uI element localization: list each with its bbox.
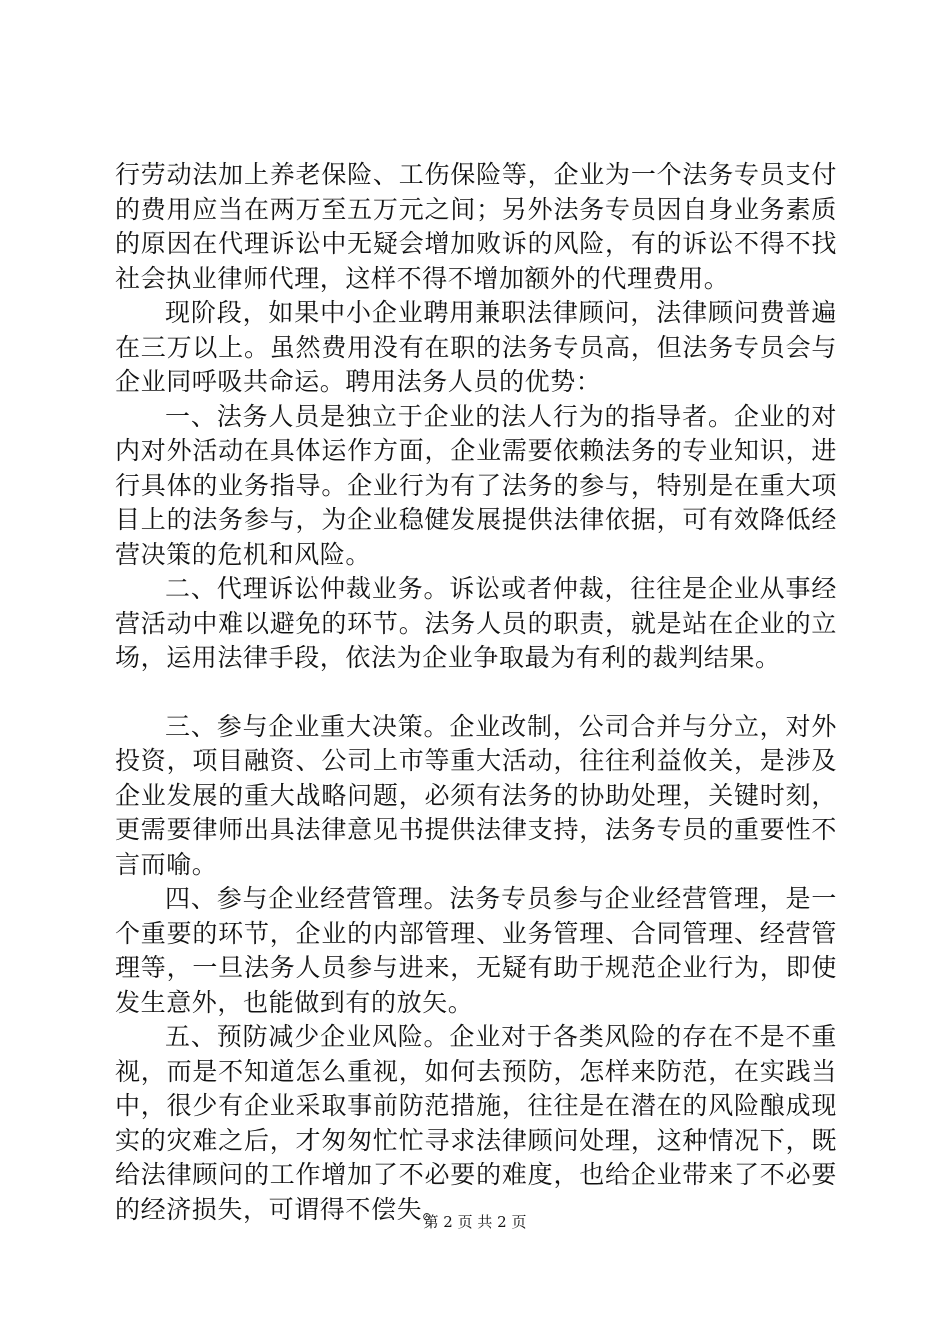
paragraph-advantage-4: 四、参与企业经营管理。法务专员参与企业经营管理，是一个重要的环节，企业的内部管理、业务管理、合同管理、经营管理等，一旦法务人员参与进来，无疑有助于规范企业行为，即使发生意外，也能做到有的放矢。: [115, 884, 837, 1017]
paragraph-current-stage: 现阶段，如果中小企业聘用兼职法律顾问，法律顾问费普遍在三万以上。虽然费用没有在职的法务专员高，但法务专员会与企业同呼吸共命运。聘用法务人员的优势：: [115, 298, 837, 396]
paragraph-advantage-1: 一、法务人员是独立于企业的法人行为的指导者。企业的对内对外活动在具体运作方面，企业需要依赖法务的专业知识，进行具体的业务指导。企业行为有了法务的参与，特别是在重大项目上的法务参与，为企业稳健发展提供法律依据，可有效降低经营决策的危机和风险。: [115, 401, 837, 569]
paragraph-continuation: 行劳动法加上养老保险、工伤保险等，企业为一个法务专员支付的费用应当在两万至五万元之间；另外法务专员因自身业务素质的原因在代理诉讼中无疑会增加败诉的风险，有的诉讼不得不找社会执业律师代理，这样不得不增加额外的代理费用。: [115, 160, 837, 293]
paragraph-advantage-3: 三、参与企业重大决策。企业改制，公司合并与分立，对外投资，项目融资、公司上市等重大活动，往往利益攸关，是涉及企业发展的重大战略问题，必须有法务的协助处理，关键时刻，更需要律师出具法律意见书提供法律支持，法务专员的重要性不言而喻。: [115, 711, 837, 879]
document-body: [115, 158, 837, 1227]
paragraph-advantage-2: 二、代理诉讼仲裁业务。诉讼或者仲裁，往往是企业从事经营活动中难以避免的环节。法务人员的职责，就是站在企业的立场，运用法律手段，依法为企业争取最为有利的裁判结果。: [115, 574, 837, 672]
paragraph-advantage-5: 五、预防减少企业风险。企业对于各类风险的存在不是不重视，而是不知道怎么重视，如何去预防，怎样来防范，在实践当中，很少有企业采取事前防范措施，往往是在潜在的风险酿成现实的灾难之后，才匆匆忙忙寻求法律顾问处理，这种情况下，既给法律顾问的工作增加了不必要的难度，也给企业带来了不必要的经济损失，可谓得不偿失。: [115, 1022, 837, 1224]
page-number-label: 第 2 页 共 2 页: [423, 1213, 527, 1231]
page-footer: [0, 1212, 950, 1232]
